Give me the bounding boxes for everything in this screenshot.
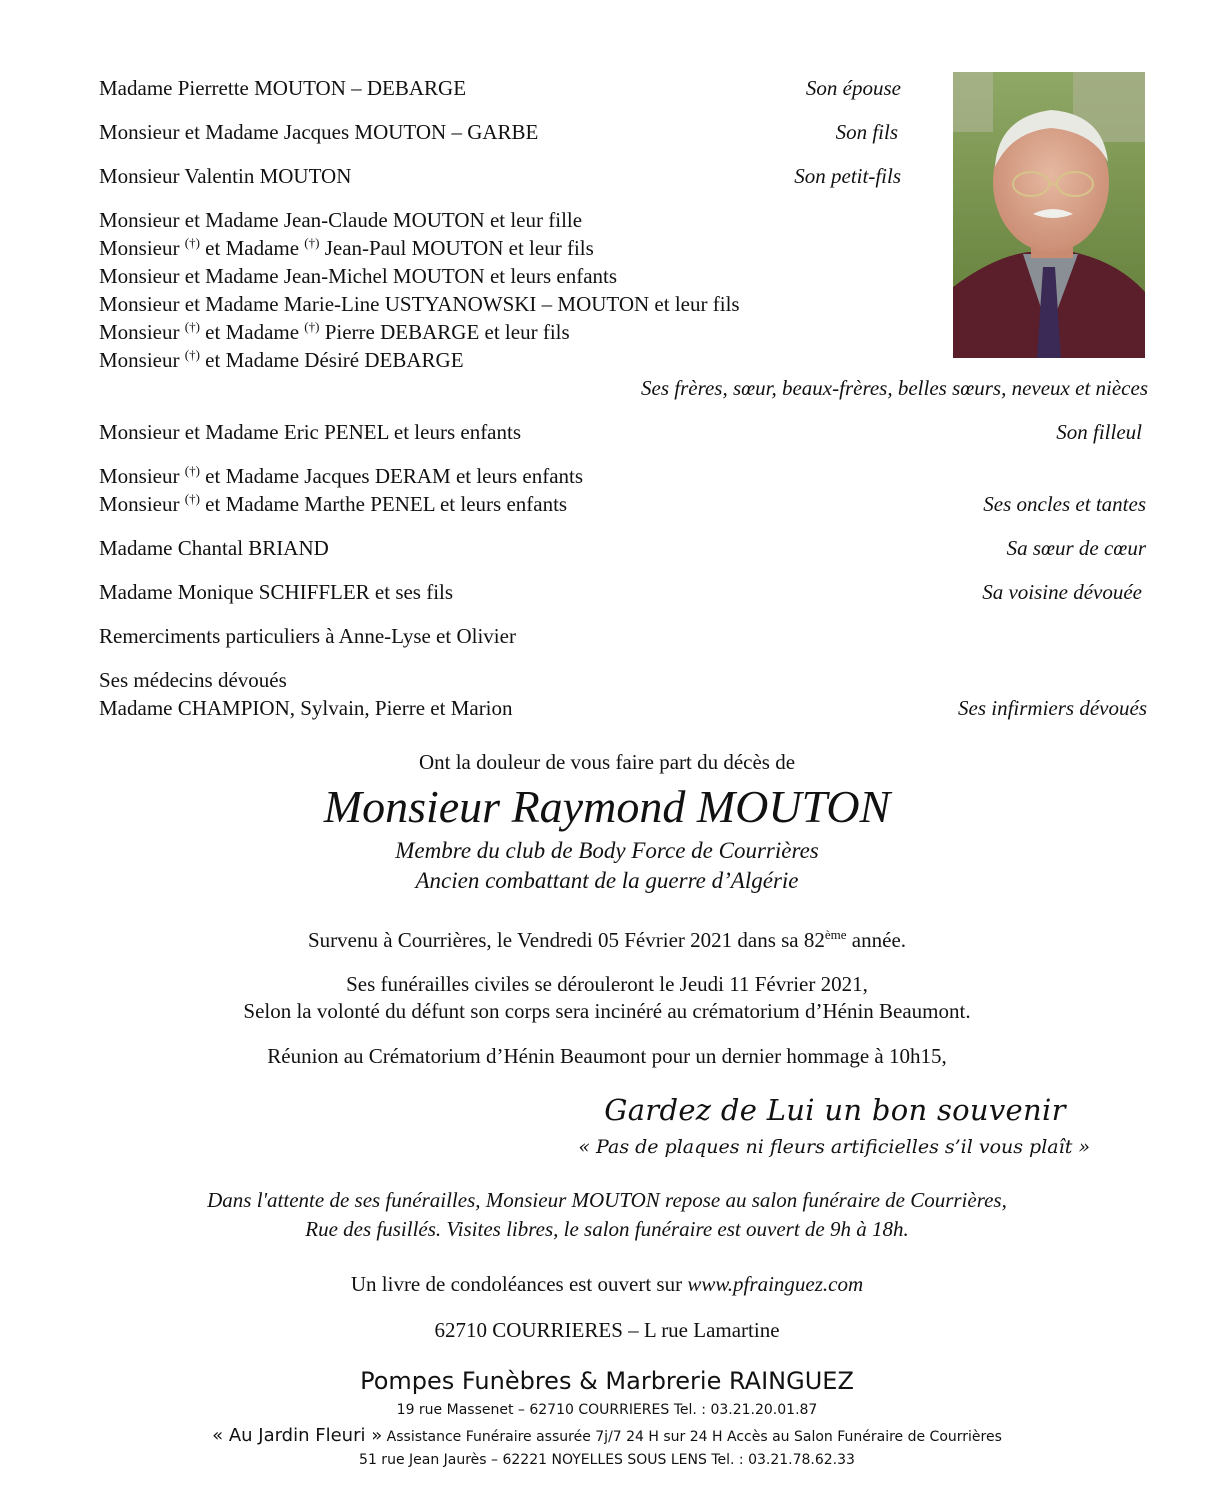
spouse-name: Madame Pierrette MOUTON – DEBARGE [99,76,467,100]
company-address-2: 51 rue Jean Jaurès – 62221 NOYELLES SOUS LENS Tel. : 03.21.78.62.33 [359,1452,855,1468]
nurses-relation: Ses infirmiers dévoués [958,696,1147,720]
son-relation: Son fils [835,120,898,144]
deceased-mark: (†) [184,347,200,362]
deceased-portrait-photo [953,72,1145,358]
deceased-note: Ancien combattant de la guerre d’Algérie [415,868,799,893]
doctors-line: Ses médecins dévoués [99,668,287,692]
deceased-name: Monsieur Raymond MOUTON [323,781,891,832]
condolence-link[interactable]: www.pfrainguez.com [687,1272,864,1296]
rest-info: Rue des fusillés. Visites libres, le salon funéraire est ouvert de 9h à 18h. [305,1217,909,1241]
no-flowers-line: « Pas de plaques ni fleurs artificielles s’il vous plaît » [578,1136,1090,1158]
grandson-name: Monsieur Valentin MOUTON [99,164,352,188]
uncle-line: Monsieur (†) et Madame Jacques DERAM et leurs enfants [99,463,584,488]
company-services: « Au Jardin Fleuri » Assistance Funéraire assurée 7j/7 24 H sur 24 H Accès au Salon Funéraire de Courrières [212,1425,1002,1446]
uncles-relation: Ses oncles et tantes [983,492,1146,516]
rest-info: Dans l'attente de ses funérailles, Monsieur MOUTON repose au salon funéraire de Courrières, [207,1188,1007,1212]
death-info: Survenu à Courrières, le Vendredi 05 Février 2021 dans sa 82ème année. [307,927,907,952]
nurses-name: Madame CHAMPION, Sylvain, Pierre et Marion [99,696,513,720]
neighbour-name: Madame Monique SCHIFFLER et ses fils [99,580,454,604]
sibling-line: Monsieur et Madame Jean-Claude MOUTON et leur fille [99,208,583,232]
heart-sister-relation: Sa sœur de cœur [1006,536,1146,560]
sibling-line: Monsieur (†) et Madame (†) Jean-Paul MOUTON et leur fils [99,235,594,260]
deceased-note: Membre du club de Body Force de Courrières [395,838,819,863]
deceased-mark: (†) [304,235,320,250]
grandson-relation: Son petit-fils [794,164,901,188]
heart-sister-name: Madame Chantal BRIAND [99,536,329,560]
deceased-mark: (†) [184,235,200,250]
deceased-mark: (†) [304,319,320,334]
company-address: 19 rue Massenet – 62710 COURRIERES Tel. : 03.21.20.01.87 [396,1402,818,1418]
portrait-drawing [953,72,1145,358]
funeral-info: Selon la volonté du défunt son corps sera incinéré au crématorium d’Hénin Beaumont. [243,999,971,1023]
sibling-line: Monsieur et Madame Marie-Line USTYANOWSKI – MOUTON et leur fils [99,292,740,316]
deceased-mark: (†) [184,319,200,334]
thanks-line: Remerciments particuliers à Anne-Lyse et Olivier [99,624,516,648]
sibling-line: Monsieur (†) et Madame (†) Pierre DEBARGE et leur fils [99,319,570,344]
sibling-line: Monsieur et Madame Jean-Michel MOUTON et leurs enfants [99,264,618,288]
meeting-info: Réunion au Crématorium d’Hénin Beaumont pour un dernier hommage à 10h15, [267,1044,947,1068]
funeral-info: Ses funérailles civiles se dérouleront le Jeudi 11 Février 2021, [346,972,868,996]
sibling-line: Monsieur (†) et Madame Désiré DEBARGE [99,347,464,372]
godson-relation: Son filleul [1056,420,1142,444]
address-line: 62710 COURRIERES – L rue Lamartine [434,1318,780,1342]
announcement-intro: Ont la douleur de vous faire part du décès de [418,750,796,774]
son-name: Monsieur et Madame Jacques MOUTON – GARBE [99,120,539,144]
neighbour-relation: Sa voisine dévouée [982,580,1142,604]
souvenir-line: Gardez de Lui un bon souvenir [604,1093,1066,1127]
deceased-mark: (†) [184,463,200,478]
godson-name: Monsieur et Madame Eric PENEL et leurs enfants [99,420,522,444]
company-name: Pompes Funèbres & Marbrerie RAINGUEZ [360,1367,854,1395]
deceased-mark: (†) [184,491,200,506]
condolence-line: Un livre de condoléances est ouvert sur www.pfrainguez.com [350,1272,864,1296]
uncle-line: Monsieur (†) et Madame Marthe PENEL et leurs enfants [99,491,568,516]
siblings-relation: Ses frères, sœur, beaux-frères, belles sœurs, neveux et nièces [641,376,1148,400]
spouse-relation: Son épouse [805,76,901,100]
jardin-fleuri: « Au Jardin Fleuri » [212,1425,383,1446]
